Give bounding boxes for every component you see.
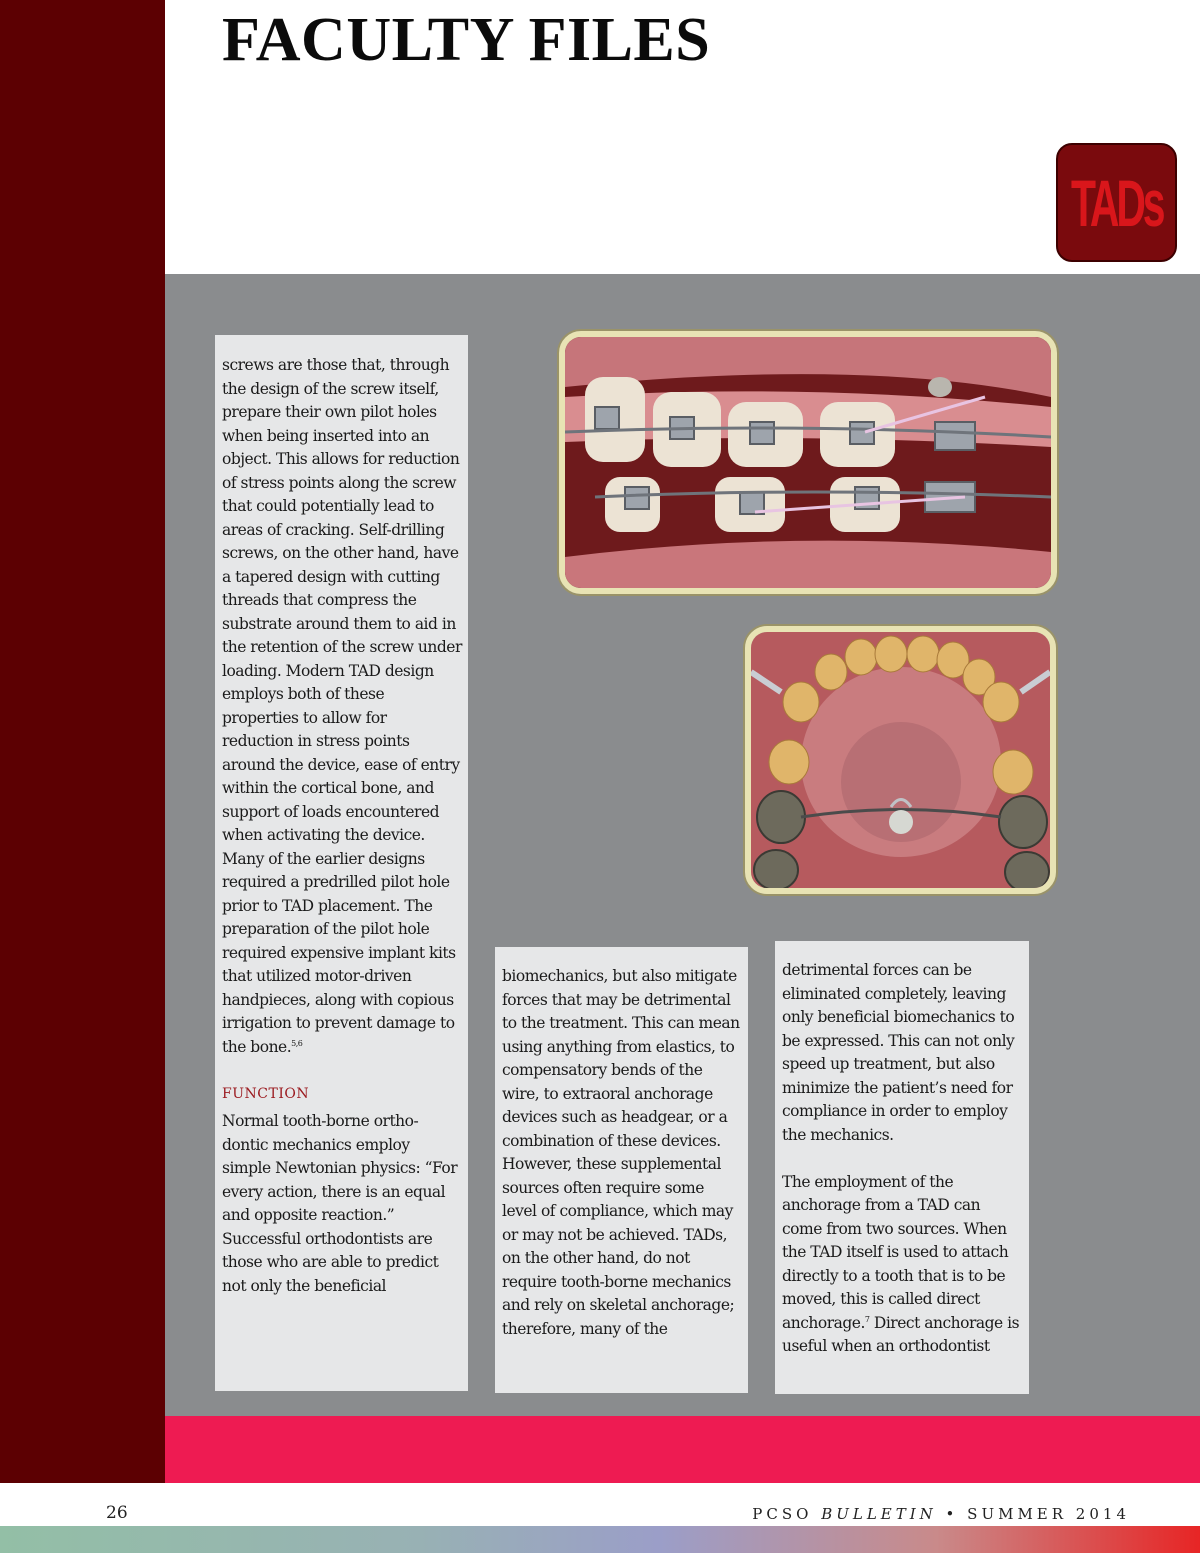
section-heading-function: FUNCTION (222, 1085, 310, 1102)
publication-footer: PCSO BULLETIN • SUMMER 2014 (752, 1505, 1130, 1523)
column3-paragraph2: The employment of the anchorage from a TAD can come from two sources. When the TAD itself is used to attach directly to a tooth that is to be moved, this is called direct anchorage.$^7$ Direct anchorage is useful when an orthodontist (782, 1172, 1020, 1355)
accent-band (165, 1416, 1200, 1483)
page-title: FACULTY FILES (222, 6, 711, 74)
text-column-3 (775, 941, 1029, 1394)
bottom-gradient-bar (0, 1526, 1200, 1553)
citation-ref: 5,6 (291, 1038, 303, 1048)
tads-logo (1056, 143, 1177, 262)
page-number: 26 (106, 1503, 128, 1523)
column2-paragraph: biomechanics, but also mitigate forces that may be detrimental to the treatment. This can mean using anything from elastics, to compensatory bends of the wire, to extraoral anchorage devices such as headgear, or a combination of these devices. However, these supplemental sources often require some level of compliance, which may or may not be achieved. TADs, on the other hand, do not require tooth-borne mechanics and rely on skeletal anchorage; therefore, many of the (502, 967, 740, 1338)
braces-side-photo (559, 331, 1057, 594)
column1-paragraph2: Normal tooth-borne ortho-dontic mechanics employ simple Newtonian physics: “For every action, there is an equal and opposite reaction.” Successful orthodontists are those who are able to predict not only the beneficial (222, 1112, 458, 1295)
column3-paragraph1: detrimental forces can be eliminated completely, leaving only beneficial biomechanics to be expressed. This can not only speed up treatment, but also minimize the patient’s need for compliance in order to employ the mechanics. (782, 961, 1015, 1144)
left-sidebar-band (0, 0, 165, 1483)
palate-occlusal-photo (745, 626, 1056, 894)
tads-logo-text: TADs (1070, 165, 1163, 240)
column1-paragraph1: screws are those that, through the design of the screw itself, prepare their own pilot holes when being inserted into an object. This allows for reduction of stress points along the screw that could potentially lead to areas of cracking. Self-drilling screws, on the other hand, have a tapered design with cutting threads that compress the substrate around them to aid in the retention of the screw under loading. Modern TAD design employs both of these properties to allow for reduction in stress points around the device, ease of entry within the cortical bone, and support of loads encountered when activating the device. Many of the earlier designs required a predrilled pilot hole prior to TAD placement. The preparation of the pilot hole required expensive implant kits that utilized motor-driven handpieces, along with copious irrigation to prevent damage to the bone.$^{5,6}$ (222, 356, 462, 1056)
text-column-2 (495, 947, 748, 1393)
text-column-1 (215, 335, 468, 1391)
citation-ref: 7 (864, 1314, 870, 1324)
